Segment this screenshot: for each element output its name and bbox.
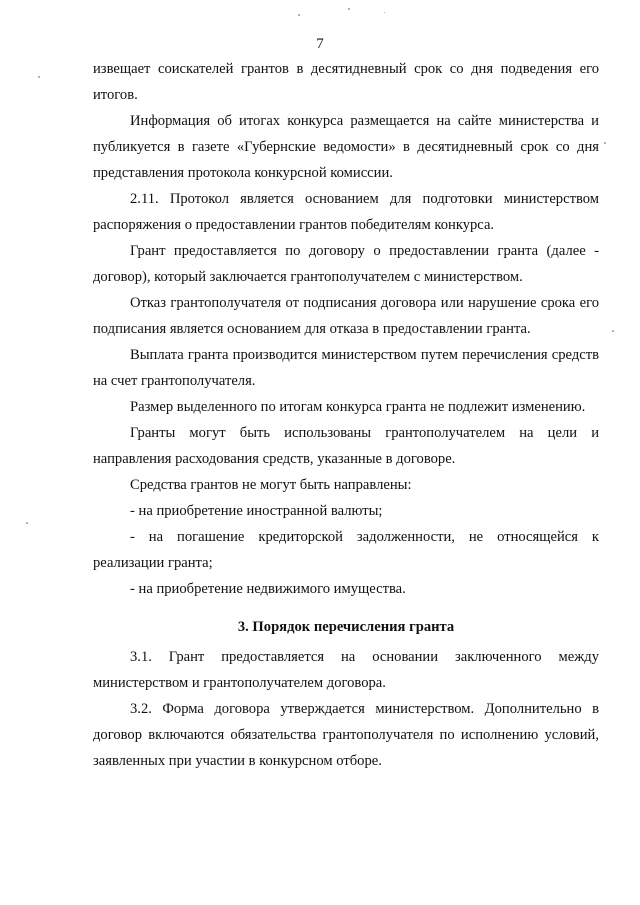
paragraph: 3.1. Грант предоставляется на основании заключенного между министерством и грантополучателем договора.: [93, 649, 599, 691]
scan-speck: [38, 76, 40, 78]
paragraph: 2.11. Протокол является основанием для подготовки министерством распоряжения о предоставлении грантов победителям конкурса.: [93, 191, 599, 233]
paragraph: 3.2. Форма договора утверждается министерством. Дополнительно в договор включаются обязательства грантополучателя по исполнению условий, заявленных при участии в конкурсном отборе.: [93, 701, 599, 769]
paragraph: - на погашение кредиторской задолженности, не относящейся к реализации гранта;: [93, 529, 599, 571]
scan-speck: [604, 142, 606, 144]
paragraph: Информация об итогах конкурса размещается на сайте министерства и публикуется в газете «Губернские ведомости» в десятидневный срок со дня представления протокола конкурсной комиссии.: [93, 113, 599, 181]
scan-speck: [612, 330, 614, 332]
page-number: 7: [316, 36, 324, 52]
document-body: [93, 56, 599, 774]
paragraph: Средства грантов не могут быть направлены:: [130, 477, 412, 493]
paragraph: Грант предоставляется по договору о предоставлении гранта (далее - договор), который заключается грантополучателем с министерством.: [93, 243, 599, 285]
paragraphs-after-section: [93, 644, 599, 774]
paragraph: Гранты могут быть использованы грантополучателем на цели и направления расходования средств, указанные в договоре.: [93, 425, 599, 467]
paragraph: Выплата гранта производится министерством путем перечисления средств на счет грантополучателя.: [93, 347, 599, 389]
section-heading: 3. Порядок перечисления гранта: [237, 619, 455, 635]
scan-speck: [384, 12, 385, 13]
scan-speck: [26, 522, 28, 524]
paragraph: - на приобретение иностранной валюты;: [130, 503, 383, 519]
scan-speck: [348, 8, 350, 10]
paragraph: Отказ грантополучателя от подписания договора или нарушение срока его подписания является основанием для отказа в предоставлении гранта.: [93, 295, 599, 337]
paragraph: Размер выделенного по итогам конкурса гранта не подлежит изменению.: [130, 399, 586, 415]
paragraphs-before-section: [93, 56, 599, 602]
paragraph: извещает соискателей грантов в десятидневный срок со дня подведения его итогов.: [93, 61, 599, 103]
scan-speck: [298, 14, 300, 16]
paragraph: - на приобретение недвижимого имущества.: [130, 581, 406, 597]
